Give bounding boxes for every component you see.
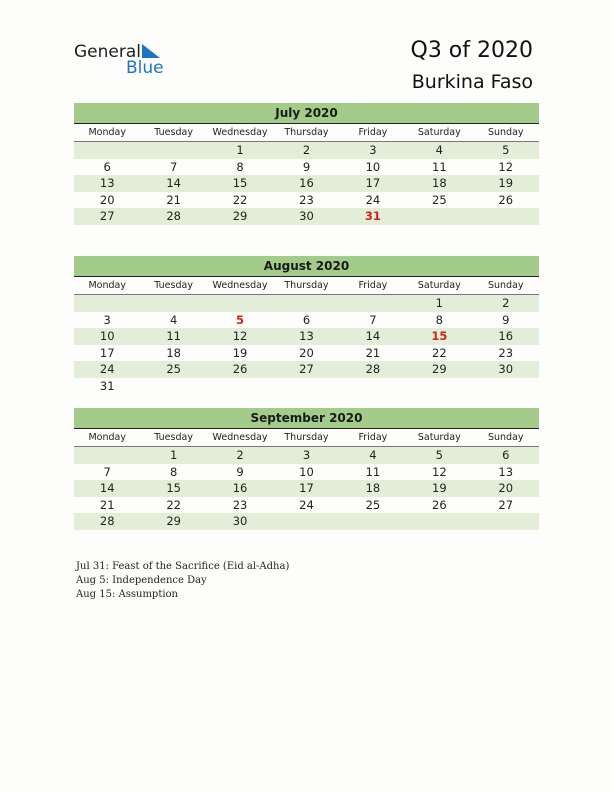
day-cell: 6 [502, 448, 510, 463]
day-cell: 21 [365, 345, 381, 360]
month-august [74, 256, 539, 394]
day-cell: 7 [369, 312, 377, 327]
holiday-note: Aug 15: Assumption [76, 589, 179, 600]
day-cell: 22 [166, 497, 181, 512]
day-cell: 14 [166, 176, 181, 191]
logo-blue-text: Blue [126, 58, 164, 78]
week-row [74, 295, 539, 312]
day-cell: 2 [302, 143, 311, 158]
day-cell: 13 [299, 329, 314, 344]
day-cell: 18 [432, 176, 447, 191]
day-cell: 16 [299, 176, 314, 191]
weekday-label: Saturday [417, 432, 461, 443]
day-cell: 12 [432, 464, 447, 479]
day-cell: 4 [369, 448, 377, 463]
weekday-label: Friday [358, 432, 388, 443]
logo-triangle-icon [142, 44, 164, 60]
week-row [74, 192, 539, 209]
day-cell: 12 [232, 329, 248, 344]
week-row [74, 142, 539, 159]
day-cell: 1 [236, 143, 244, 158]
day-cell: 2 [502, 296, 510, 311]
month-title: September 2020 [74, 408, 539, 428]
day-cell: 9 [302, 159, 311, 174]
weekday-label: Sunday [487, 432, 524, 443]
day-cell: 14 [365, 329, 381, 344]
day-cell: 8 [169, 464, 178, 479]
weekday-label: Saturday [417, 127, 461, 138]
country-name: Burkina Faso [411, 71, 533, 93]
day-cell: 24 [99, 362, 115, 377]
holiday-day-cell: 5 [236, 312, 245, 327]
day-cell: 27 [299, 362, 314, 377]
weekday-label: Thursday [284, 127, 329, 138]
weekday-label: Monday [88, 432, 126, 443]
weekday-header-row [74, 428, 539, 447]
holiday-day-cell: 15 [431, 329, 448, 344]
day-cell: 11 [432, 159, 447, 174]
month-september [74, 408, 539, 530]
day-cell: 21 [166, 192, 181, 207]
day-cell: 27 [498, 497, 514, 512]
page-title: Q3 of 2020 [410, 38, 533, 63]
weekday-label: Friday [358, 127, 388, 138]
day-cell: 11 [365, 464, 381, 479]
holiday-day-cell: 31 [364, 209, 381, 224]
holiday-note: Aug 5: Independence Day [76, 575, 207, 586]
day-cell: 20 [498, 481, 514, 496]
weekday-label: Wednesday [212, 280, 268, 291]
day-cell: 9 [236, 464, 244, 479]
day-cell: 6 [103, 159, 111, 174]
weekday-label: Tuesday [154, 432, 193, 443]
day-cell: 29 [432, 362, 447, 377]
day-cell: 24 [365, 192, 381, 207]
week-row [74, 497, 539, 514]
weekday-label: Sunday [487, 127, 524, 138]
day-cell: 6 [302, 312, 311, 327]
weekday-header-row [74, 123, 539, 142]
day-cell: 15 [232, 176, 248, 191]
day-cell: 26 [232, 362, 248, 377]
day-cell: 11 [166, 329, 181, 344]
weekday-header-row [74, 276, 539, 295]
day-cell: 8 [236, 159, 244, 174]
day-cell: 19 [498, 176, 514, 191]
day-cell: 29 [166, 514, 181, 529]
week-row [74, 464, 539, 481]
day-cell: 23 [299, 192, 314, 207]
day-cell: 28 [166, 209, 181, 224]
day-cell: 17 [99, 345, 115, 360]
weekday-label: Wednesday [212, 127, 268, 138]
day-cell: 30 [498, 362, 514, 377]
day-cell: 24 [299, 497, 314, 512]
day-cell: 3 [302, 448, 311, 463]
day-cell: 7 [169, 159, 178, 174]
day-cell: 13 [498, 464, 514, 479]
day-cell: 20 [99, 192, 115, 207]
week-row [74, 345, 539, 362]
day-cell: 15 [166, 481, 181, 496]
day-cell: 22 [232, 192, 248, 207]
day-cell: 2 [236, 448, 244, 463]
day-cell: 3 [369, 143, 377, 158]
day-cell: 16 [232, 481, 248, 496]
day-cell: 23 [232, 497, 248, 512]
week-row [74, 312, 539, 329]
day-cell: 30 [299, 209, 314, 224]
day-cell: 20 [299, 345, 314, 360]
week-row [74, 328, 539, 345]
day-cell: 31 [99, 378, 115, 393]
day-cell: 30 [232, 514, 248, 529]
day-cell: 25 [166, 362, 181, 377]
day-cell: 10 [99, 329, 115, 344]
day-cell: 18 [365, 481, 381, 496]
day-cell: 14 [99, 481, 115, 496]
weekday-label: Monday [88, 280, 126, 291]
day-cell: 10 [299, 464, 314, 479]
day-cell: 12 [498, 159, 514, 174]
day-cell: 10 [365, 159, 381, 174]
day-cell: 17 [299, 481, 314, 496]
week-row [74, 513, 539, 530]
weekday-label: Wednesday [212, 432, 268, 443]
weekday-label: Tuesday [154, 127, 193, 138]
day-cell: 5 [502, 143, 510, 158]
day-cell: 17 [365, 176, 381, 191]
day-cell: 26 [432, 497, 447, 512]
logo [74, 42, 174, 82]
day-cell: 27 [99, 209, 115, 224]
week-row [74, 208, 539, 225]
day-cell: 25 [365, 497, 381, 512]
weekday-label: Saturday [417, 280, 461, 291]
day-cell: 18 [166, 345, 181, 360]
day-cell: 1 [169, 448, 178, 463]
day-cell: 4 [435, 143, 443, 158]
weekday-label: Thursday [284, 432, 329, 443]
week-row [74, 159, 539, 176]
day-cell: 29 [232, 209, 248, 224]
day-cell: 16 [498, 329, 514, 344]
day-cell: 28 [365, 362, 381, 377]
weekday-label: Friday [358, 280, 388, 291]
week-row [74, 175, 539, 192]
month-july [74, 103, 539, 225]
week-row [74, 378, 539, 395]
month-title: August 2020 [74, 256, 539, 276]
day-cell: 7 [103, 464, 111, 479]
day-cell: 13 [99, 176, 115, 191]
weekday-label: Tuesday [154, 280, 193, 291]
week-row [74, 447, 539, 464]
holiday-notes [76, 560, 289, 602]
day-cell: 8 [435, 312, 443, 327]
day-cell: 21 [99, 497, 115, 512]
day-cell: 28 [99, 514, 115, 529]
day-cell: 5 [435, 448, 443, 463]
weekday-label: Sunday [487, 280, 524, 291]
day-cell: 22 [432, 345, 447, 360]
day-cell: 23 [498, 345, 514, 360]
day-cell: 25 [432, 192, 447, 207]
day-cell: 26 [498, 192, 514, 207]
day-cell: 1 [435, 296, 443, 311]
day-cell: 3 [103, 312, 111, 327]
month-title: July 2020 [74, 103, 539, 123]
holiday-note: Jul 31: Feast of the Sacrifice (Eid al-Adha) [76, 561, 290, 572]
day-cell: 9 [502, 312, 510, 327]
day-cell: 19 [232, 345, 248, 360]
week-row [74, 480, 539, 497]
week-row [74, 361, 539, 378]
day-cell: 4 [169, 312, 178, 327]
weekday-label: Thursday [284, 280, 329, 291]
logo-general-text: General [74, 42, 141, 62]
weekday-label: Monday [88, 127, 126, 138]
day-cell: 19 [432, 481, 447, 496]
